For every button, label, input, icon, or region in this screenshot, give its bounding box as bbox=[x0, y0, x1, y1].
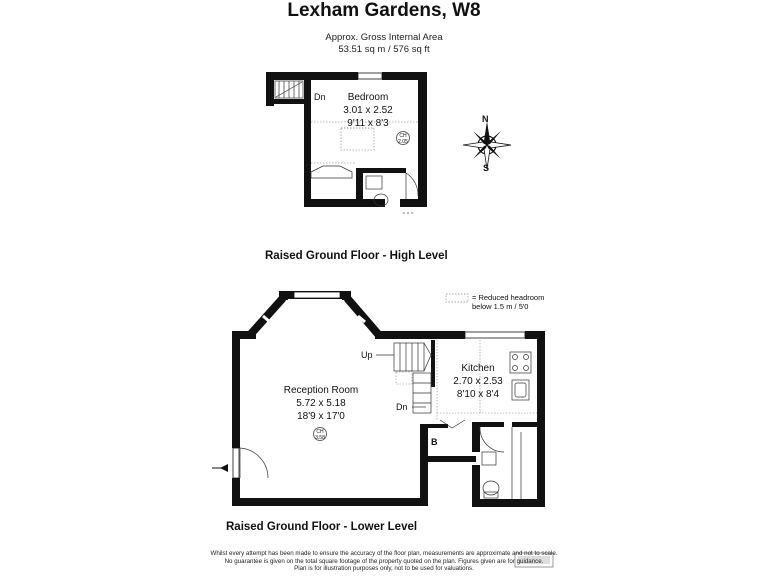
bedroom-name: Bedroom bbox=[347, 92, 389, 103]
area-label: Approx. Gross Internal Area bbox=[325, 32, 443, 43]
bedroom-ch-text: CH bbox=[399, 133, 407, 139]
kitchen-imperial: 8'10 x 8'4 bbox=[456, 389, 500, 400]
kitchen-label bbox=[442, 362, 514, 401]
kitchen-metric: 2.70 x 2.53 bbox=[453, 376, 503, 387]
bedroom-imperial: 9'11 x 8'3 bbox=[347, 118, 389, 129]
bathroom-door bbox=[480, 427, 504, 452]
upper-sink bbox=[366, 176, 382, 189]
upper-dn-label: Dn bbox=[314, 92, 326, 102]
bedroom-metric: 3.01 x 2.52 bbox=[343, 105, 393, 116]
reception-imperial: 18'9 x 17'0 bbox=[297, 411, 345, 422]
bedroom-ceiling-height bbox=[396, 131, 410, 145]
compass-north-label: N bbox=[482, 114, 489, 124]
legend-line-1: = Reduced headroom bbox=[472, 293, 545, 302]
lower-dn-label: Dn bbox=[396, 402, 408, 412]
wc-door bbox=[406, 173, 418, 199]
bedroom-wardrobe bbox=[311, 166, 352, 178]
legend-swatch bbox=[446, 294, 468, 302]
kitchen-sink bbox=[512, 380, 529, 400]
kitchen-name: Kitchen bbox=[461, 363, 495, 374]
bedroom-label bbox=[318, 91, 418, 130]
upper-stairs bbox=[275, 81, 303, 98]
reception-metric: 5.72 x 5.18 bbox=[296, 398, 346, 409]
reception-side-window bbox=[233, 448, 239, 478]
disclaimer bbox=[0, 550, 768, 573]
upper-shower bbox=[403, 212, 412, 213]
compass-south-label: S bbox=[483, 163, 490, 173]
reception-ch-value: 3.58 bbox=[315, 435, 325, 441]
bathroom-sink bbox=[482, 452, 496, 465]
disclaimer-line-3: Plan is for illustration purposes only, not to be used for valuations. bbox=[294, 565, 474, 573]
disclaimer-line-2: No guarantee is given on the total square footage of the property quoted on the plan. Figures given are for guidance. bbox=[224, 557, 544, 565]
reception-ceiling-height bbox=[313, 427, 327, 441]
lower-floor-label: Raised Ground Floor - Lower Level bbox=[226, 521, 418, 533]
disclaimer-line-1: Whilst every attempt has been made to ensure the accuracy of the floor plan, measurements are approximate and not to scale. bbox=[210, 550, 558, 557]
cupboard-b-label: B bbox=[431, 437, 438, 447]
legend-line-2: below 1.5 m / 5'0 bbox=[472, 302, 529, 311]
entrance-door bbox=[240, 448, 268, 478]
area-value: 53.51 sq m / 576 sq ft bbox=[338, 44, 430, 55]
lower-up-label: Up bbox=[361, 350, 373, 360]
bedroom-window bbox=[358, 73, 382, 79]
legend-text bbox=[472, 293, 544, 311]
reception-name: Reception Room bbox=[283, 385, 359, 396]
bedroom-ch-value: 2.05 bbox=[398, 139, 408, 145]
compass-rose-icon bbox=[463, 121, 511, 169]
page-title: Lexham Gardens, W8 bbox=[287, 0, 481, 21]
reception-ch-text: CH bbox=[316, 429, 324, 435]
reception-label bbox=[266, 384, 376, 423]
bathroom-toilet bbox=[483, 481, 499, 495]
upper-floor-label: Raised Ground Floor - High Level bbox=[265, 250, 448, 262]
